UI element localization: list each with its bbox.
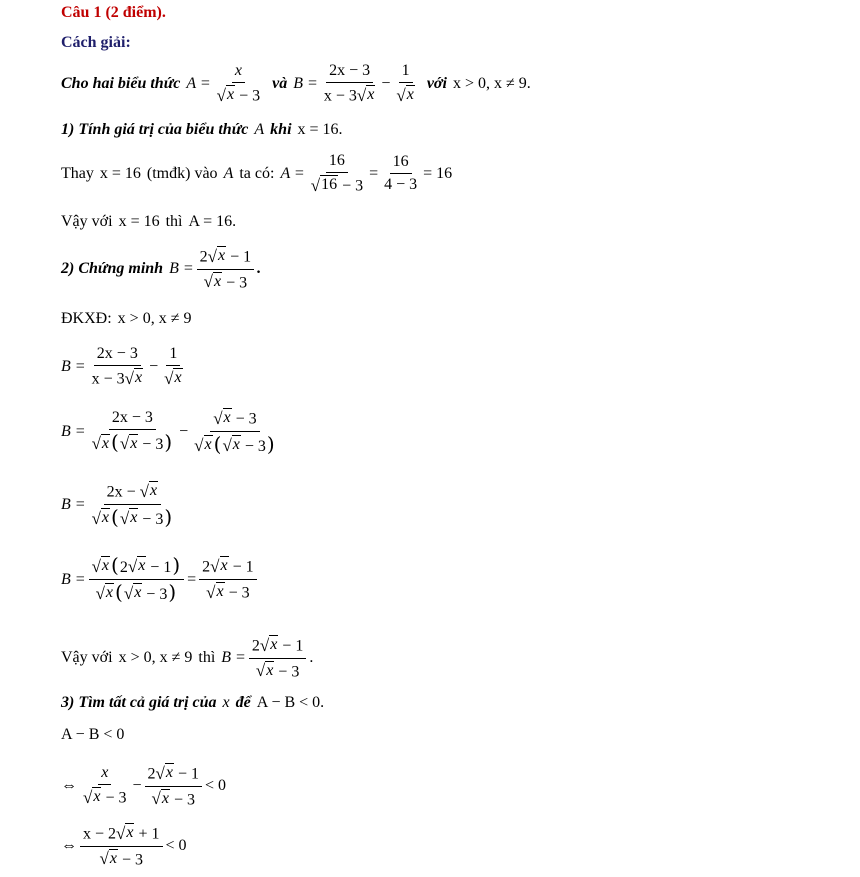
part3-line3: ⇔ x − 2 √ x + 1 √ x − 3 < 0 [61, 823, 187, 869]
equivalence-symbol: ⇔ [61, 837, 77, 855]
part3-heading: 3) Tìm tất cả giá trị của x để A − B < 0. [61, 694, 325, 711]
part3-line2: ⇔ x √ x − 3 − 2 √ x − 1 √ x − 3 < 0 [61, 763, 227, 809]
part2-step2: B = 2x − 3 √ x ( √ x − 3) − √ x − 3 √ x ( √ x − 3) [61, 408, 275, 456]
part2-step1: B = 2x − 3 x − 3 √ x − 1 √ x [61, 345, 182, 388]
part3-line1: A − B < 0 [61, 726, 125, 743]
solution-label: Cách giải: [61, 34, 131, 51]
part1-substitution: Thay x = 16 (tmđk) vào A ta có: A = 16 √ 16 − 3 = $\frac{16}{4 - 3}$ = 16 [61, 152, 453, 195]
part2-conclusion: Vậy với x > 0, x ≠ 9 thì B = 2 √ x − 1 √ x − 3 . [61, 635, 314, 681]
part2-step4: B = √ x (2 √ x − 1) √ x ( √ x − 3) = 2 √ x − 1 √ x − 3 [61, 555, 260, 604]
problem-statement: Cho hai biểu thức A = x √ x − 3 và B = 2x − 3 x − 3 √ x − 1 √ x với x > 0, x ≠ 9. [61, 62, 531, 105]
question-title: Câu 1 (2 điểm). [61, 4, 166, 21]
part1-conclusion: Vậy với x = 16 thì A = 16. [61, 213, 237, 230]
part2-step3: B = 2x − √ x √ x ( √ x − 3) [61, 481, 173, 529]
domain-condition: ĐKXĐ: x > 0, x ≠ 9 [61, 310, 192, 327]
equivalence-symbol: ⇔ [61, 777, 77, 795]
part1-heading: 1) Tính giá trị của biểu thức A khi x = 16. [61, 121, 343, 138]
part2-heading: 2) Chứng minh B = 2 √ x − 1 √ x − 3 . [61, 246, 262, 292]
